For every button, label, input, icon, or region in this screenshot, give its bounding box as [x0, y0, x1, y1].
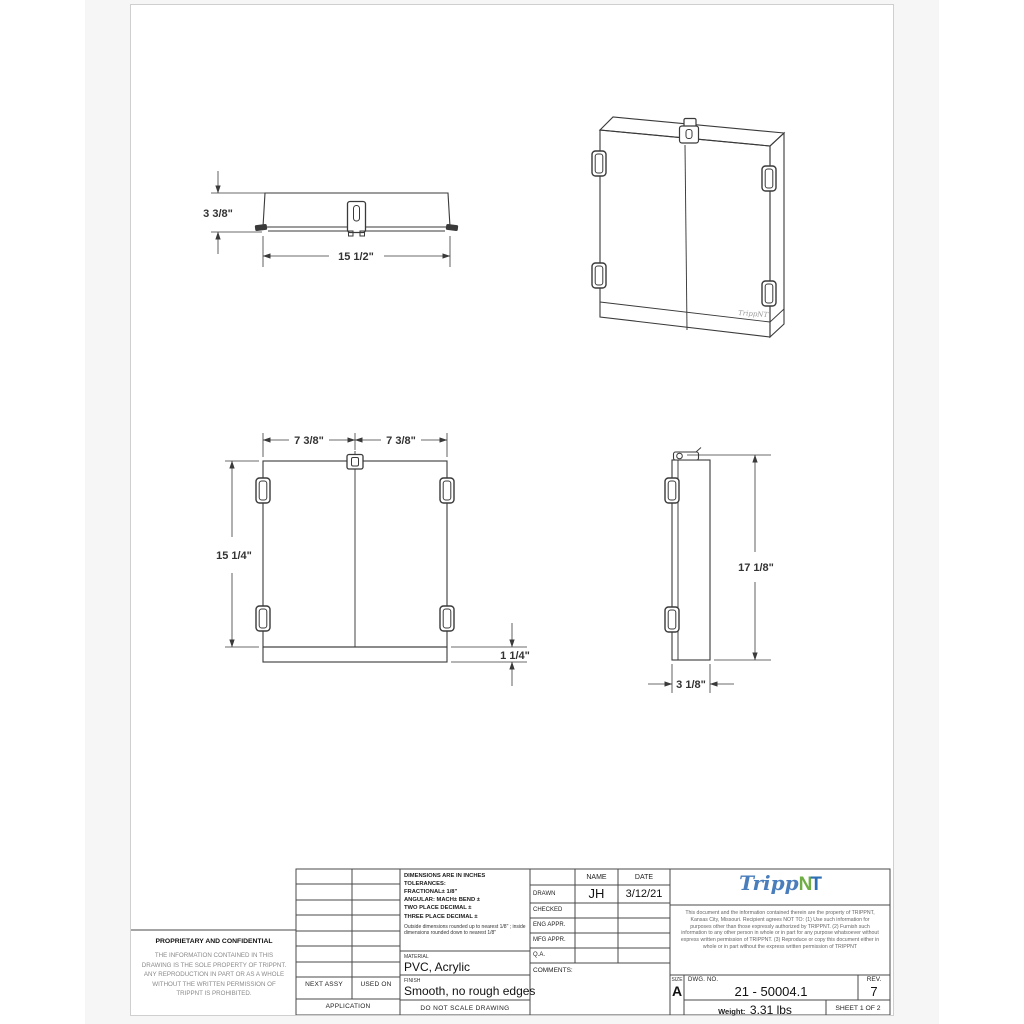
drawing-linework [131, 5, 893, 1015]
side-view [648, 448, 774, 694]
isometric-view [592, 117, 784, 337]
approvals-date-header: DATE [634, 874, 654, 881]
weight-field [684, 1001, 826, 1019]
size-value: A [671, 983, 683, 999]
approval-row-label: MFG APPR. [533, 937, 566, 943]
top-view-width-dim: 15 1/2" [338, 251, 374, 263]
top-view [203, 171, 458, 267]
tolerance-block [404, 872, 528, 937]
tolerance-line-2: TOLERANCES: [404, 881, 446, 888]
proprietary-body: THE INFORMATION CONTAINED IN THIS DRAWING IS THE SOLE PROPERTY OF TRIPPNT. ANY REPRODUCTION IN PART OR AS A WHOLE WITHOUT THE WRITTEN PERMISSION OF TRIPPNT IS PROHIBITED. [141, 952, 287, 998]
material-value: PVC, Acrylic [404, 960, 471, 974]
material-label: MATERIAL [404, 954, 429, 960]
proprietary-title: PROPRIETARY AND CONFIDENTIAL [155, 938, 273, 945]
finish-value: Smooth, no rough edges [404, 984, 536, 998]
legal-notice: This document and the information contained therein are the property of TRIPPNT, Kansas City, Missouri. Recipient agrees NOT TO: (1) Use such information for purposes other than those expressly authorized by TRIPPNT. (2) Furnish such information to any other person in whole or in part for any purpose whatsoever without express written permission of TRIPPNT. (3) Reproduce or copy this document either in whole or in part without the express written permission of TRIPPNT [680, 910, 880, 950]
approval-row-label: Q.A. [533, 952, 546, 958]
side-depth-dim: 3 1/8" [676, 679, 706, 691]
tolerance-note: Outside dimensions rounded up to nearest 1/8" ; inside dimensions rounded down to nearest 1/8" [404, 923, 526, 937]
approval-row-label: CHECKED [533, 907, 563, 913]
drawn-name-value: JH [588, 886, 605, 901]
application-label: APPLICATION [325, 1003, 371, 1010]
rev-label: REV. [866, 976, 882, 983]
front-view [216, 433, 530, 686]
drawing-sheet [130, 4, 894, 1016]
tolerance-line-1: DIMENSIONS ARE IN INCHES [404, 873, 486, 879]
used-on-label: USED ON [360, 981, 392, 988]
top-view-height-dim: 3 3/8" [203, 208, 233, 220]
front-right-door-dim: 7 3/8" [386, 435, 416, 447]
dwg-no-value: 21 - 50004.1 [734, 984, 808, 999]
logo-script-text: Tripp [739, 871, 799, 895]
dwg-no-label: DWG. NO. [688, 977, 719, 983]
approvals-name-header: NAME [586, 874, 607, 881]
comments-label: COMMENTS: [533, 967, 573, 974]
weight-label: Weight: [718, 1007, 746, 1016]
size-label: SIZE [671, 977, 683, 983]
sheet-info: SHEET 1 OF 2 [835, 1005, 881, 1012]
trippnt-logo [670, 871, 890, 896]
logo-n-letter: N [798, 874, 812, 895]
logo-t-letter: T [810, 874, 821, 895]
front-base-dim: 1 1/4" [500, 650, 530, 662]
side-height-dim: 17 1/8" [738, 562, 774, 574]
approval-row-label: DRAWN [533, 891, 556, 897]
iso-door-logo: TrippNT [737, 309, 769, 320]
do-not-scale-note: DO NOT SCALE DRAWING [420, 1005, 510, 1012]
tolerance-line-3: FRACTIONAL± 1/8" [404, 889, 458, 896]
front-height-dim: 15 1/4" [216, 550, 252, 562]
rev-value: 7 [870, 984, 878, 999]
finish-label: FINISH [404, 978, 421, 984]
next-assy-label: NEXT ASSY [305, 981, 343, 988]
tolerance-line-4: ANGULAR: MACH± BEND ± [404, 897, 480, 904]
tolerance-line-5: TWO PLACE DECIMAL ± [404, 905, 472, 912]
weight-value: 3.31 lbs [749, 1003, 792, 1017]
drawn-date-value: 3/12/21 [625, 888, 663, 900]
tolerance-line-6: THREE PLACE DECIMAL ± [404, 913, 478, 920]
approval-row-label: ENG APPR. [533, 922, 566, 928]
front-left-door-dim: 7 3/8" [294, 435, 324, 447]
